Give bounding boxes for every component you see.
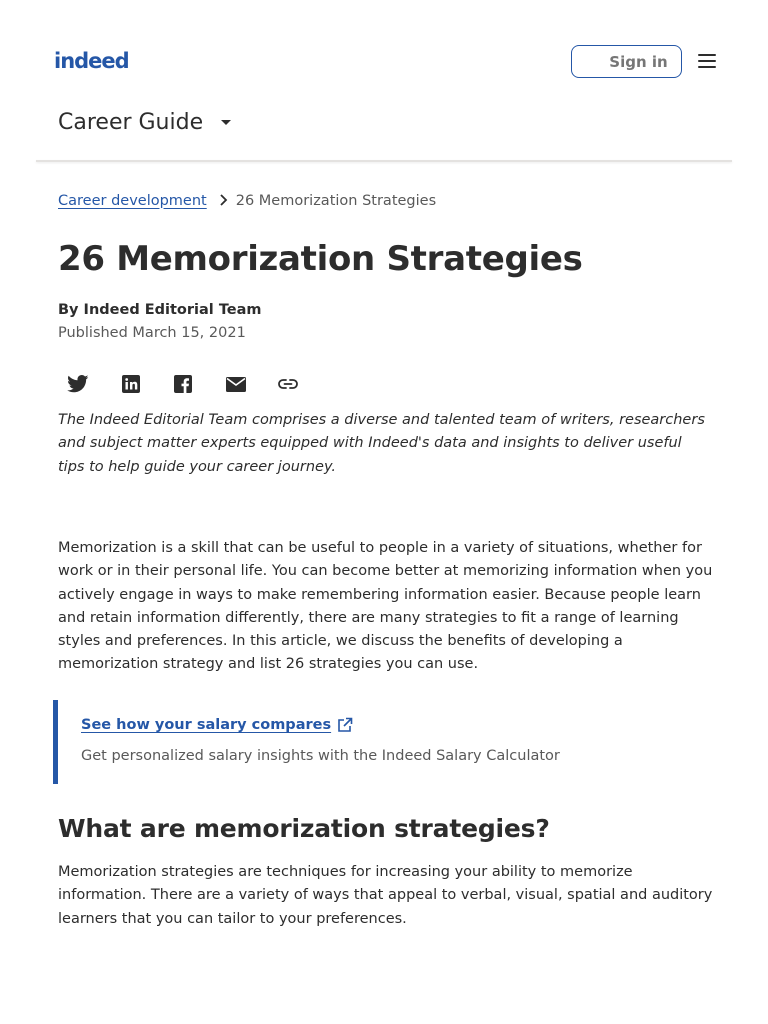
salary-callout <box>53 700 713 784</box>
published-date: Published March 15, 2021 <box>58 325 246 341</box>
email-icon[interactable] <box>225 373 247 395</box>
callout-subtext: Get personalized salary insights with the Indeed Salary Calculator <box>81 748 560 764</box>
indeed-logo[interactable]: indeed <box>54 49 129 73</box>
breadcrumb <box>58 191 436 210</box>
callout-accent-bar <box>53 700 58 784</box>
breadcrumb-link-career-development[interactable]: Career development <box>58 192 207 209</box>
hamburger-menu-icon[interactable] <box>698 54 718 70</box>
link-icon[interactable] <box>277 373 299 395</box>
linkedin-icon[interactable] <box>120 373 142 395</box>
intro-paragraph: Memorization is a skill that can be useful to people in a variety of situations, whether for work or in their personal life. You can become better at memorizing information when you actively engage in ways to make remembering information easier. Because people learn and retain information differently, there are many strategies to fit a range of learning styles and preferences. In this article, we discuss the benefits of developing a memorization strategy and list 26 strategies you can use. <box>58 540 713 673</box>
breadcrumb-current: 26 Memorization Strategies <box>235 192 437 209</box>
chevron-right-icon <box>219 191 228 210</box>
page-title: 26 Memorization Strategies <box>58 239 583 279</box>
twitter-icon[interactable] <box>67 373 89 395</box>
header-divider <box>36 160 732 162</box>
section-heading: What are memorization strategies? <box>58 814 550 843</box>
author-byline: By Indeed Editorial Team <box>58 302 262 318</box>
editorial-disclaimer: The Indeed Editorial Team comprises a diverse and talented team of writers, researchers and subject matter experts equipped with Indeed's data and insights to deliver useful tips to help guide your career journey. <box>58 412 705 475</box>
section-paragraph: Memorization strategies are techniques for increasing your ability to memorize information. There are a variety of ways that appeal to verbal, visual, spatial and auditory learners that you can tailor to your preferences. <box>58 864 713 927</box>
career-guide-dropdown[interactable] <box>58 110 231 135</box>
sign-in-button[interactable]: Sign in <box>571 45 682 78</box>
site-header <box>0 0 768 162</box>
career-guide-label: Career Guide <box>58 110 204 135</box>
salary-compare-label: See how your salary compares <box>81 717 332 733</box>
salary-compare-link[interactable] <box>81 717 353 733</box>
facebook-icon[interactable] <box>172 373 194 395</box>
share-bar <box>67 373 330 395</box>
caret-down-icon <box>221 120 231 125</box>
external-link-icon <box>337 717 353 733</box>
